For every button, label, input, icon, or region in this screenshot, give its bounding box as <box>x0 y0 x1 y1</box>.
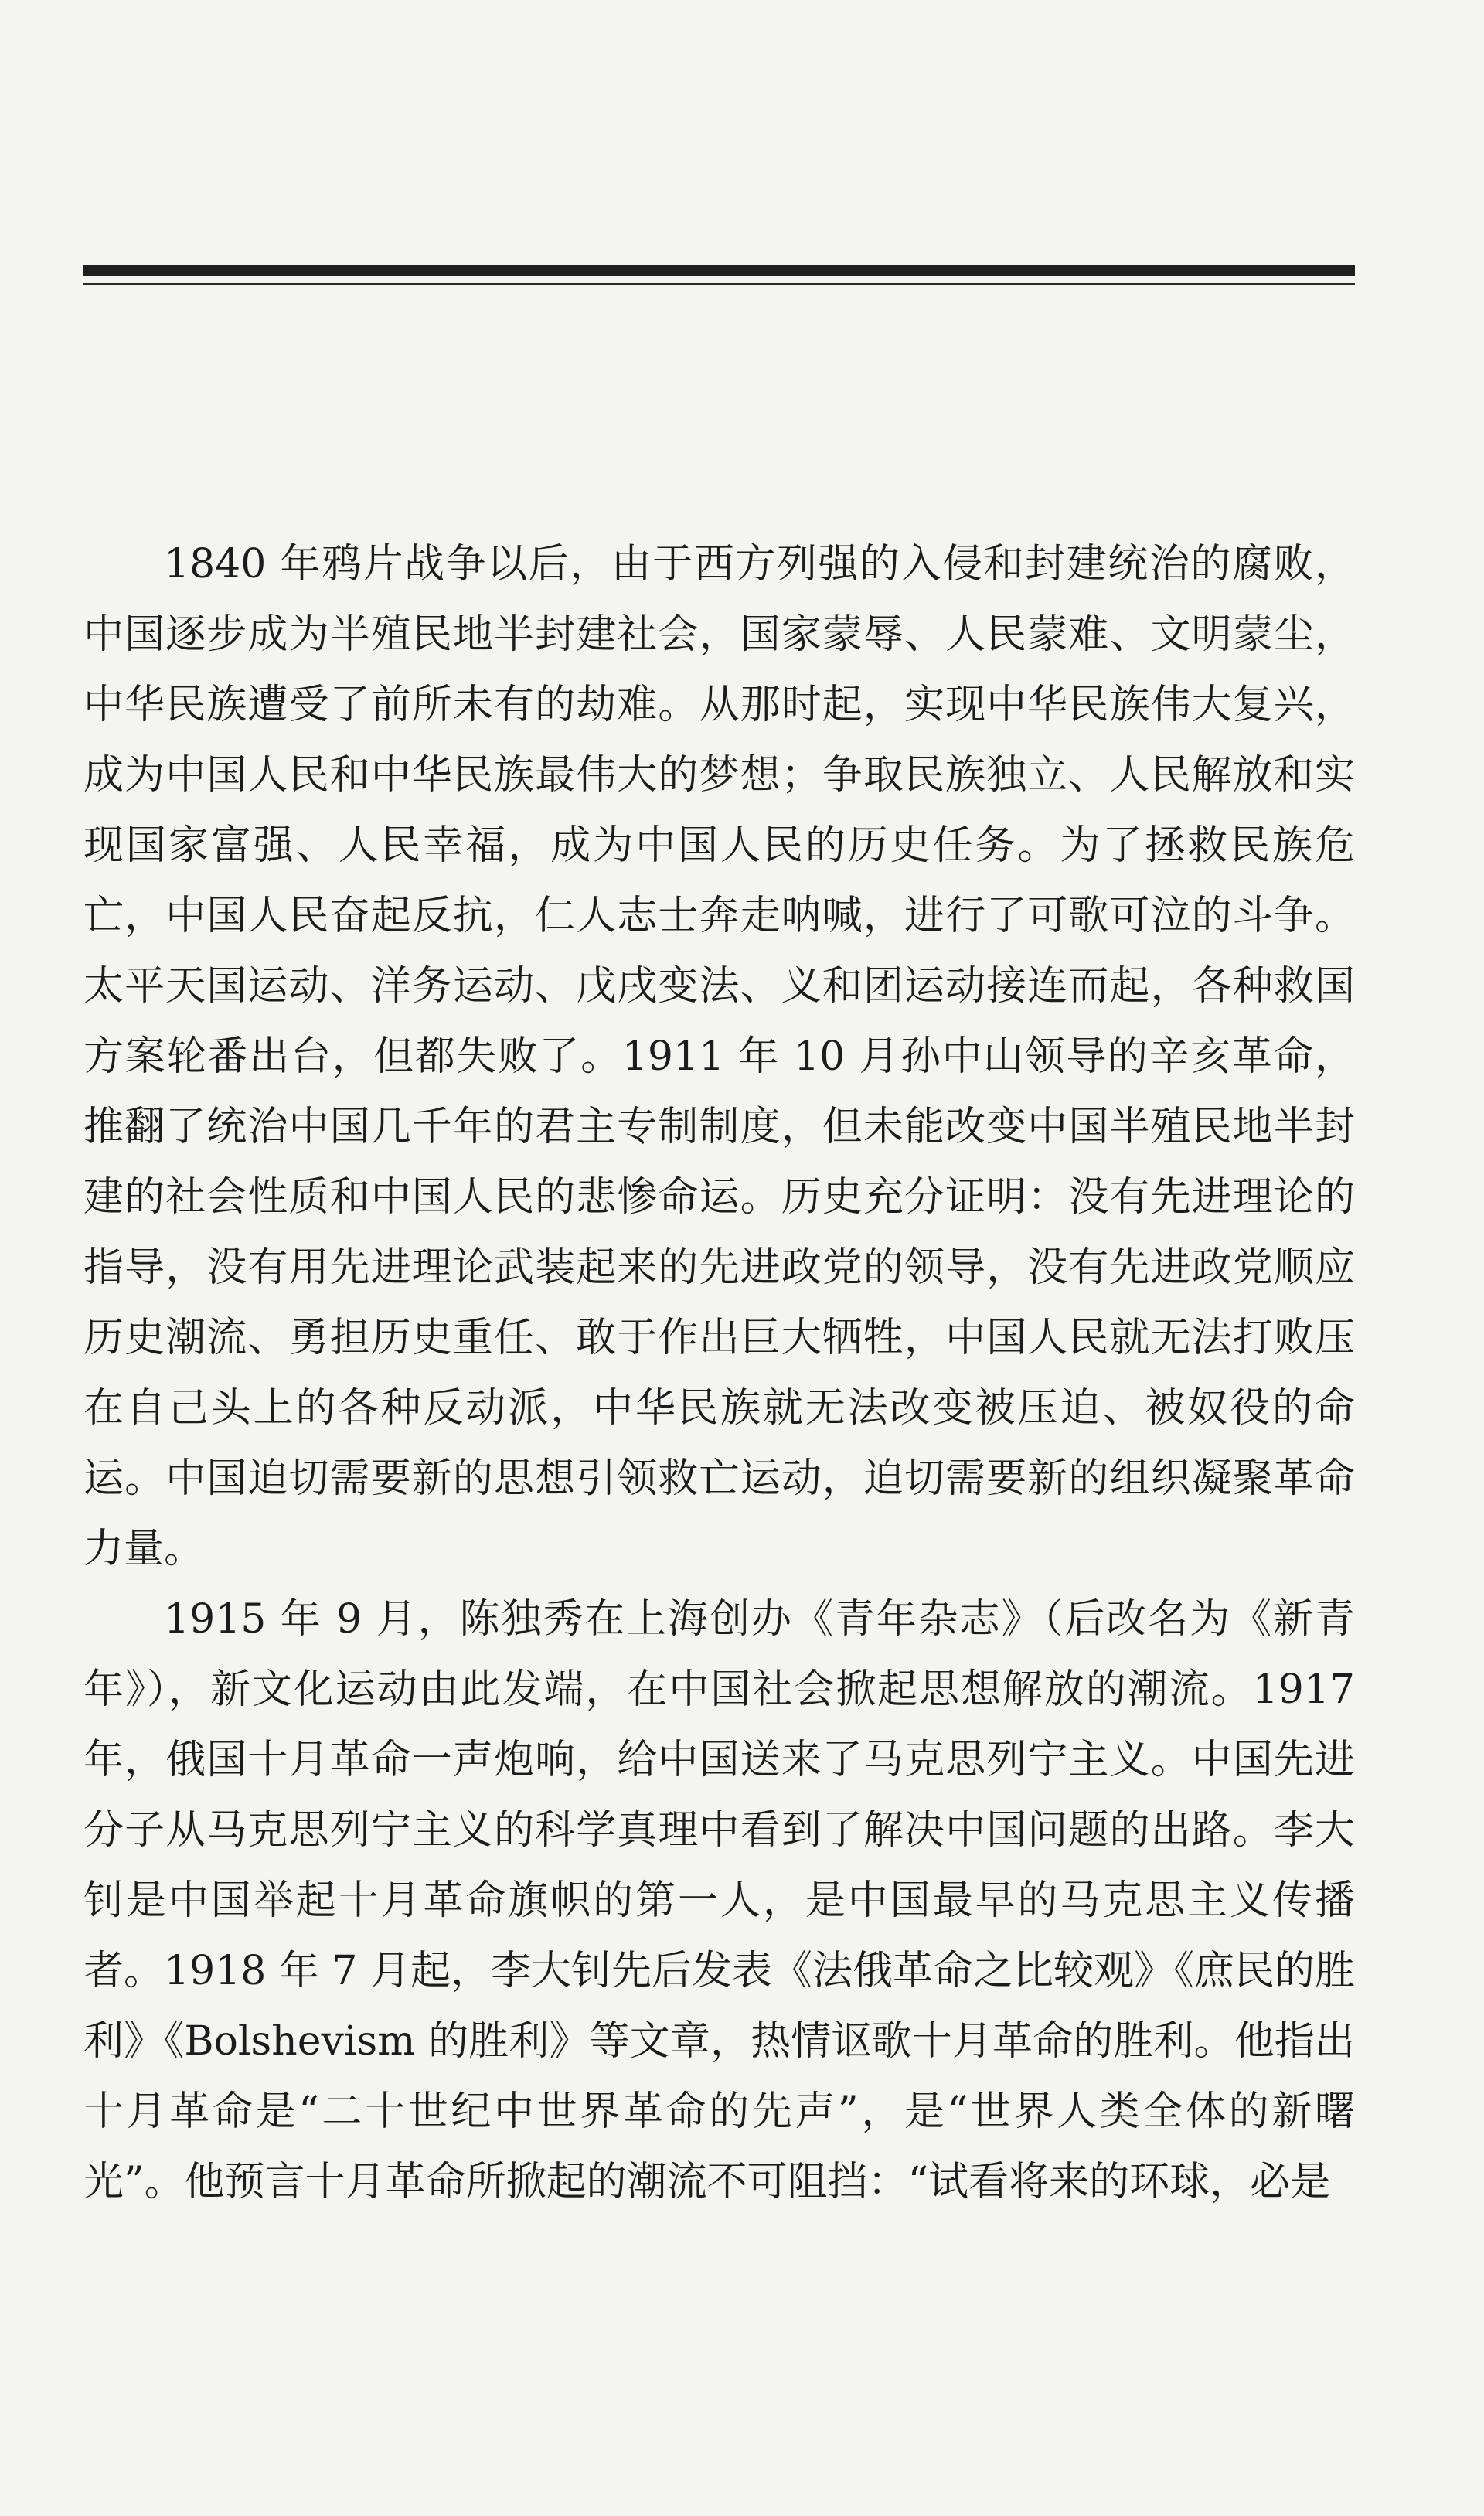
paragraph-1: 1840 年鸦片战争以后，由于西方列强的入侵和封建统治的腐败，中国逐步成为半殖民地半封建社会，国家蒙辱、人民蒙难、文明蒙尘，中华民族遭受了前所未有的劫难。从那时起，实现中华民族伟大复兴，成为中国人民和中华民族最伟大的梦想；争取民族独立、人民解放和实现国家富强、人民幸福，成为中国人民的历史任务。为了拯救民族危亡，中国人民奋起反抗，仁人志士奔走呐喊，进行了可歌可泣的斗争。太平天国运动、洋务运动、戊戌变法、义和团运动接连而起，各种救国方案轮番出台，但都失败了。1911 年 10 月孙中山领导的辛亥革命，推翻了统治中国几千年的君主专制制度，但未能改变中国半殖民地半封建的社会性质和中国人民的悲惨命运。历史充分证明：没有先进理论的指导，没有用先进理论武装起来的先进政党的领导，没有先进政党顺应历史潮流、勇担历史重任、敢于作出巨大牺牲，中国人民就无法打败压在自己头上的各种反动派，中华民族就无法改变被压迫、被奴役的命运。中国迫切需要新的思想引领救亡运动，迫切需要新的组织凝聚革命力量。 <box>83 541 1355 1572</box>
header-rule-thin <box>83 283 1355 285</box>
header-rule-thick <box>83 265 1355 276</box>
body-text <box>83 529 1355 2218</box>
paragraph-2: 1915 年 9 月，陈独秀在上海创办《青年杂志》（后改名为《新青年》），新文化运动由此发端，在中国社会掀起思想解放的潮流。1917 年，俄国十月革命一声炮响，给中国送来了马克思列宁主义。中国先进分子从马克思列宁主义的科学真理中看到了解决中国问题的出路。李大钊是中国举起十月革命旗帜的第一人，是中国最早的马克思主义传播者。1918 年 7 月起，李大钊先后发表《法俄革命之比较观》《庶民的胜利》《Bolshevism 的胜利》等文章，热情讴歌十月革命的胜利。他指出十月革命是“二十世纪中世界革命的先声”，是“世界人类全体的新曙光”。他预言十月革命所掀起的潮流不可阻挡：“试看将来的环球，必是 <box>83 1596 1356 2205</box>
